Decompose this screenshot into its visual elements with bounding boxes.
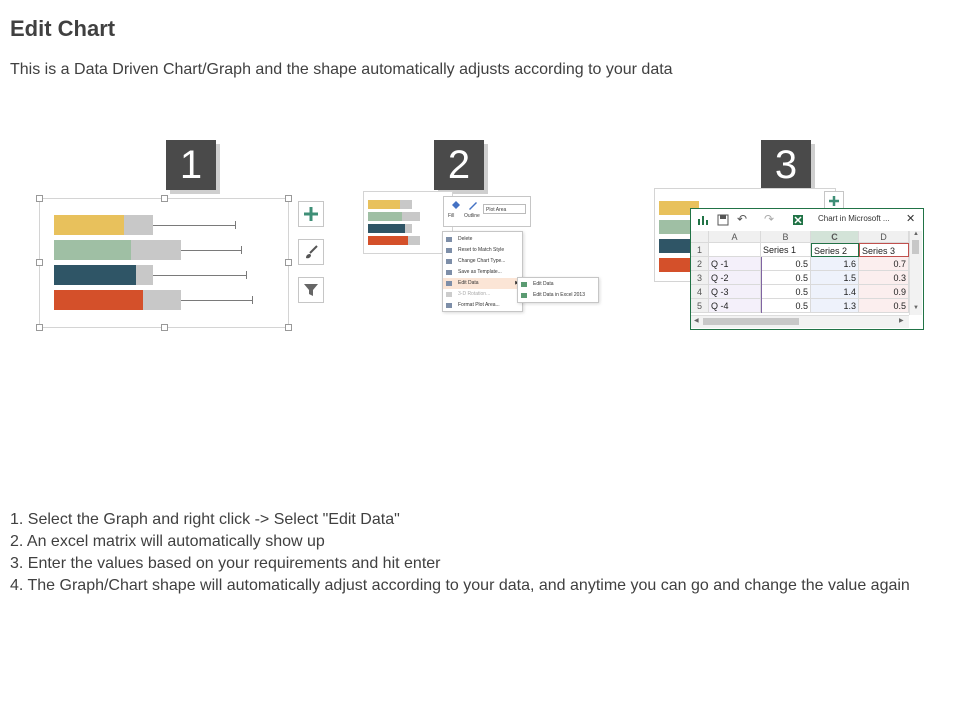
table-cell[interactable]: Q -1 <box>709 257 761 271</box>
excel-data-window <box>690 208 924 330</box>
error-cap <box>235 221 236 229</box>
scroll-down-icon[interactable]: ▼ <box>913 305 919 311</box>
column-header[interactable]: C <box>811 231 859 243</box>
row-header[interactable]: 4 <box>691 285 709 299</box>
column-header[interactable]: A <box>709 231 761 243</box>
bar-series-3 <box>54 265 136 285</box>
error-line <box>181 250 241 251</box>
error-cap <box>252 296 253 304</box>
menu-item-save-template[interactable] <box>443 267 522 278</box>
format-icon <box>446 303 452 308</box>
step-badge-3: 3 <box>761 140 811 190</box>
scroll-right-icon[interactable]: ▶ <box>899 318 904 324</box>
error-line <box>153 275 246 276</box>
instruction-step-3: 3. Enter the values based on your requirements and hit enter <box>10 555 441 572</box>
close-icon[interactable]: ✕ <box>906 213 916 225</box>
resize-handle[interactable] <box>161 324 168 331</box>
row-header[interactable]: 5 <box>691 299 709 313</box>
step-badge-1: 1 <box>166 140 216 190</box>
save-icon[interactable] <box>717 214 729 226</box>
menu-item-label: Reset to Match Style <box>458 247 505 253</box>
row-header[interactable]: 3 <box>691 271 709 285</box>
menu-item-edit-data[interactable] <box>443 278 522 289</box>
selected-chart[interactable] <box>39 198 289 328</box>
chart-styles-button[interactable] <box>298 239 324 265</box>
bar-series-1 <box>54 215 124 235</box>
resize-handle[interactable] <box>36 259 43 266</box>
chart-icon <box>697 214 709 226</box>
resize-handle[interactable] <box>36 195 43 202</box>
menu-item-label: Edit Data in Excel 2013 <box>533 292 585 298</box>
undo-icon[interactable]: ↶ <box>737 212 748 226</box>
fill-label: Fill <box>448 213 455 219</box>
row-header[interactable]: 2 <box>691 257 709 271</box>
table-cell[interactable]: 0.5 <box>761 299 811 313</box>
chart-type-icon <box>446 259 452 264</box>
redo-icon[interactable]: ↷ <box>764 212 775 226</box>
menu-item-label: Delete <box>458 236 473 242</box>
vertical-scrollbar[interactable] <box>909 231 922 315</box>
sheet-icon <box>521 282 527 287</box>
corner-cell[interactable] <box>691 231 709 243</box>
error-line <box>181 300 252 301</box>
error-cap <box>241 246 242 254</box>
table-cell[interactable]: 0.3 <box>859 271 909 285</box>
menu-item-delete[interactable] <box>443 234 522 245</box>
table-cell[interactable]: 1.4 <box>811 285 859 299</box>
instruction-step-2: 2. An excel matrix will automatically show up <box>10 533 325 550</box>
excel-title-bar <box>691 209 923 231</box>
format-mini-toolbar <box>443 196 531 227</box>
bar-series-2 <box>368 212 402 221</box>
resize-handle[interactable] <box>285 259 292 266</box>
column-header[interactable]: B <box>761 231 811 243</box>
window-title: Chart in Microsoft ... <box>818 214 890 223</box>
plus-icon <box>303 206 319 222</box>
outline-pen-icon[interactable] <box>467 200 479 210</box>
delete-icon <box>446 237 452 242</box>
submenu-item-edit-data[interactable] <box>518 279 598 290</box>
bar-series-4 <box>54 290 143 310</box>
row-header[interactable]: 1 <box>691 243 709 257</box>
chart-filters-button[interactable] <box>298 277 324 303</box>
resize-handle[interactable] <box>161 195 168 202</box>
edit-data-submenu <box>517 277 599 303</box>
resize-handle[interactable] <box>36 324 43 331</box>
table-cell[interactable]: 0.9 <box>859 285 909 299</box>
column-header[interactable]: D <box>859 231 909 243</box>
instruction-step-4: 4. The Graph/Chart shape will automatically adjust according to your data, and anytime you can go and change the value again <box>10 577 910 594</box>
table-cell[interactable]: 0.5 <box>761 285 811 299</box>
rotation-icon <box>446 292 452 297</box>
table-cell[interactable] <box>709 243 761 257</box>
table-cell[interactable]: Q -2 <box>709 271 761 285</box>
menu-item-3d-rotation <box>443 289 522 300</box>
table-cell[interactable]: Series 3 <box>859 243 909 257</box>
edit-data-icon <box>446 281 452 286</box>
range-border <box>761 257 762 313</box>
menu-item-format-plot-area[interactable] <box>443 300 522 311</box>
menu-item-label: Edit Data <box>533 281 554 287</box>
scroll-thumb[interactable] <box>912 240 919 254</box>
bar-series-1 <box>368 200 400 209</box>
table-cell[interactable]: 0.7 <box>859 257 909 271</box>
menu-item-change-chart-type[interactable] <box>443 256 522 267</box>
chart-elements-button[interactable] <box>298 201 324 227</box>
table-cell[interactable]: Series 1 <box>761 243 811 257</box>
instructions <box>10 509 940 597</box>
excel-icon[interactable] <box>792 214 804 226</box>
selected-cell[interactable]: Series 2 <box>811 243 859 257</box>
filter-icon <box>303 282 319 298</box>
bar-series-3 <box>368 224 405 233</box>
element-selector[interactable]: Plot Area <box>483 204 526 214</box>
table-cell[interactable]: 0.5 <box>859 299 909 313</box>
menu-item-label: Change Chart Type... <box>458 258 506 264</box>
menu-item-label: 3-D Rotation... <box>458 291 491 297</box>
resize-handle[interactable] <box>285 195 292 202</box>
table-cell[interactable]: Q -3 <box>709 285 761 299</box>
spreadsheet-grid[interactable] <box>691 231 909 315</box>
fill-bucket-icon[interactable] <box>450 200 462 210</box>
excel-icon <box>521 293 527 298</box>
bar-series-2 <box>54 240 131 260</box>
table-cell[interactable]: Q -4 <box>709 299 761 313</box>
menu-item-label: Edit Data <box>458 280 479 286</box>
scroll-thumb[interactable] <box>703 318 799 325</box>
scroll-up-icon[interactable]: ▲ <box>913 231 919 237</box>
table-cell[interactable]: 0.5 <box>761 257 811 271</box>
page-subtitle: This is a Data Driven Chart/Graph and the shape automatically adjusts according to your data <box>10 61 673 78</box>
reset-icon <box>446 248 452 253</box>
brush-icon <box>303 244 319 260</box>
menu-item-label: Format Plot Area... <box>458 302 500 308</box>
plus-icon <box>828 195 840 207</box>
step-badge-2: 2 <box>434 140 484 190</box>
bar-series-4 <box>368 236 408 245</box>
horizontal-scrollbar[interactable] <box>691 315 909 328</box>
menu-item-label: Save as Template... <box>458 269 502 275</box>
menu-item-reset-style[interactable] <box>443 245 522 256</box>
error-line <box>153 225 235 226</box>
table-cell[interactable]: 1.5 <box>811 271 859 285</box>
template-icon <box>446 270 452 275</box>
outline-label: Outline <box>464 213 480 219</box>
table-cell[interactable]: 1.3 <box>811 299 859 313</box>
scroll-left-icon[interactable]: ◀ <box>694 318 699 324</box>
context-menu <box>442 231 523 312</box>
table-cell[interactable]: 0.5 <box>761 271 811 285</box>
submenu-item-edit-in-excel[interactable] <box>518 290 598 301</box>
mini-chart[interactable] <box>363 191 453 254</box>
page-title: Edit Chart <box>10 16 116 41</box>
resize-handle[interactable] <box>285 324 292 331</box>
error-cap <box>246 271 247 279</box>
table-cell[interactable]: 1.6 <box>811 257 859 271</box>
instruction-step-1: 1. Select the Graph and right click -> Select "Edit Data" <box>10 511 400 528</box>
